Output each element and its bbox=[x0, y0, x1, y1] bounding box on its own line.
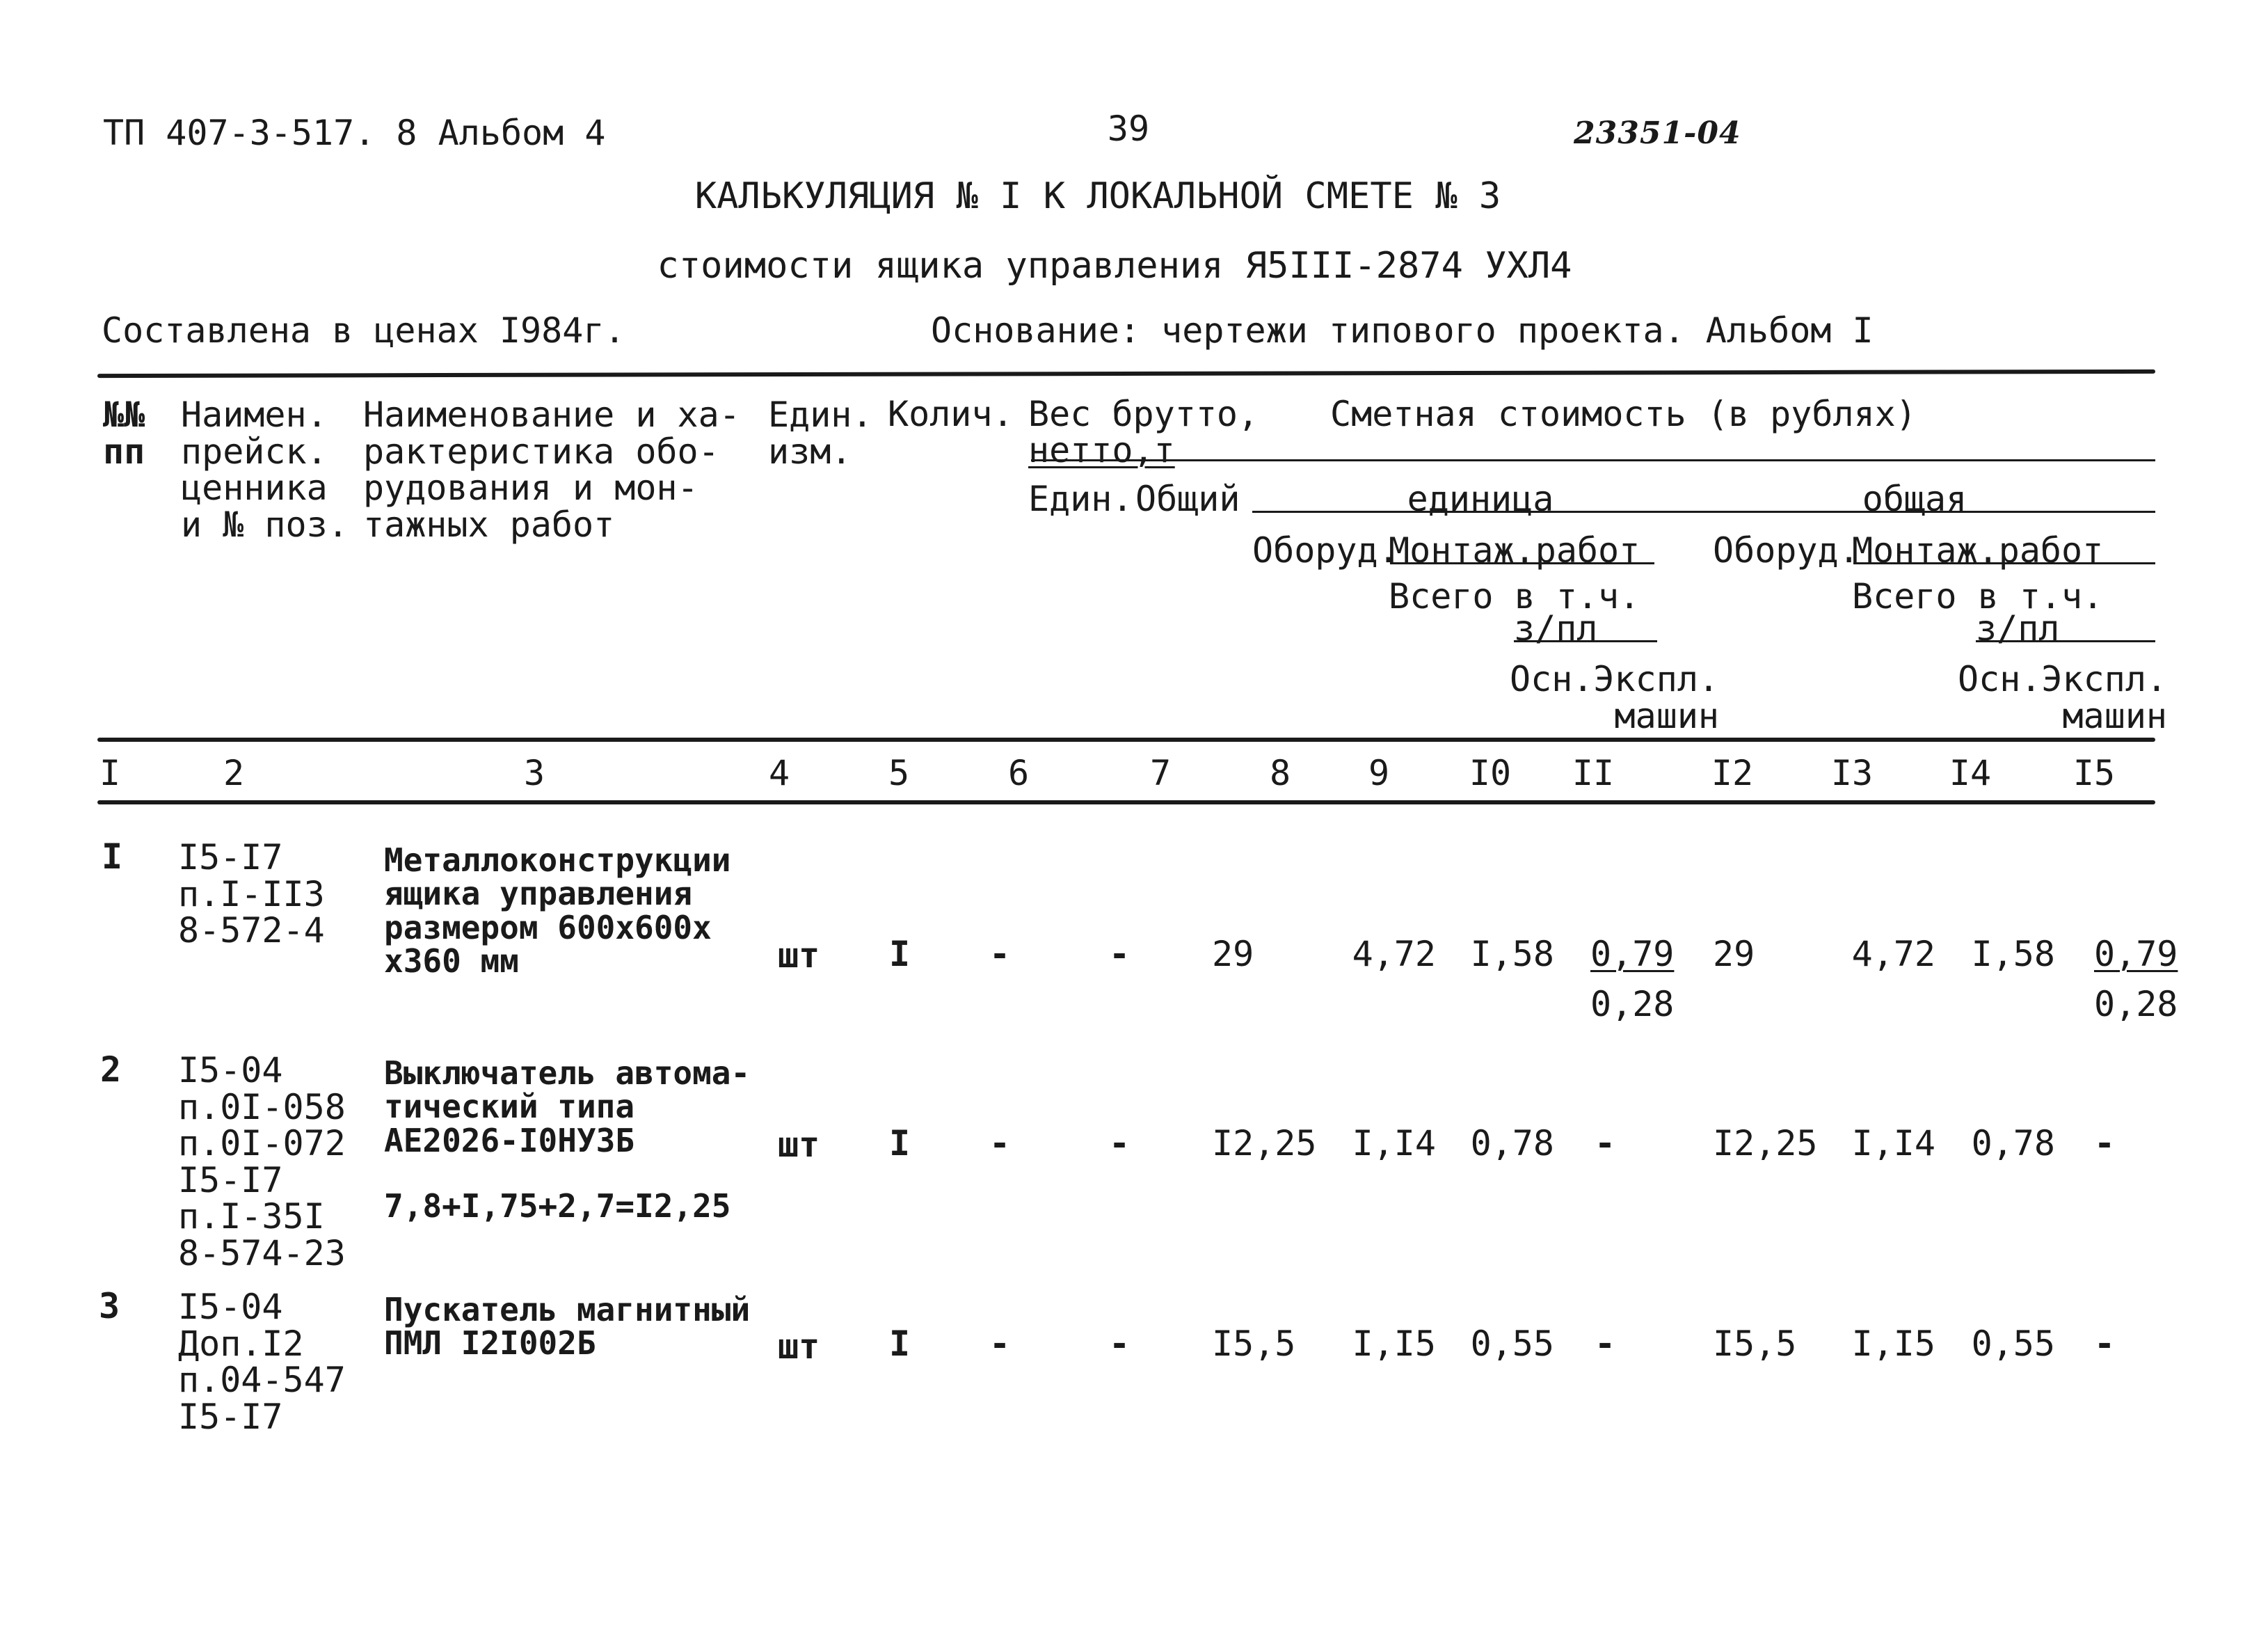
install-total-incl: 0,78 bbox=[1971, 1123, 2055, 1163]
col-number: 7 bbox=[1149, 753, 1172, 793]
document-subtitle: стоимости ящика управления Я5III-2874 УХЛ4 bbox=[657, 245, 1572, 287]
col-head-wages-unit: з/пл bbox=[1514, 608, 1598, 649]
col-head-total-incl-unit: Всего в т.ч. bbox=[1389, 576, 1640, 617]
unit-of-measure: шт bbox=[778, 935, 820, 976]
col-number: I0 bbox=[1469, 753, 1512, 793]
weight-unit: - bbox=[989, 1123, 1011, 1163]
col-head-total-group: общая bbox=[1862, 479, 1967, 519]
wages-unit-cost: 0,79 bbox=[1590, 934, 1675, 974]
quantity: I bbox=[889, 934, 911, 974]
machines-unit-cost: 0,28 bbox=[1590, 984, 1675, 1024]
weight-total: - bbox=[1109, 1324, 1131, 1364]
weight-total: - bbox=[1109, 934, 1131, 974]
row-number: 3 bbox=[99, 1286, 120, 1326]
install-total-cost: 4,72 bbox=[1851, 934, 1935, 974]
quantity: I bbox=[889, 1123, 911, 1163]
weight-formula: 7,8+I,75+2,7=I2,25 bbox=[384, 1187, 731, 1225]
col-head-weight-unit: Един. bbox=[1028, 479, 1133, 519]
inventory-number: 23351-04 bbox=[1574, 116, 1741, 151]
unit-of-measure: шт bbox=[778, 1125, 820, 1165]
equipment-total-cost: I5,5 bbox=[1713, 1324, 1797, 1364]
col-head-weight-net: нетто,т bbox=[1028, 430, 1175, 470]
col-number: II bbox=[1572, 753, 1615, 793]
basis-note: Основание: чертежи типового проекта. Альбом I bbox=[931, 310, 1874, 351]
col-head-unit-group: единица bbox=[1407, 479, 1554, 519]
col-number: I3 bbox=[1830, 753, 1874, 793]
col-head-wages-total: з/пл bbox=[1976, 608, 2060, 649]
col-number: 8 bbox=[1269, 753, 1291, 793]
item-description: Пускатель магнитный ПМЛ I2I002Б bbox=[384, 1291, 751, 1363]
col-number: I4 bbox=[1949, 753, 1992, 793]
col-number: I bbox=[99, 753, 121, 793]
row-number: I bbox=[102, 836, 123, 877]
install-total-cost: I,I5 bbox=[1851, 1324, 1935, 1364]
item-description: Выключатель автома- тический типа АЕ2026-I0НУ3Б bbox=[384, 1054, 751, 1159]
table-top-rule bbox=[97, 370, 2155, 378]
col-head-equipment-unit: Оборуд. bbox=[1252, 530, 1399, 571]
item-description: Металлоконструкции ящика управления размером 600x600x x360 мм bbox=[384, 841, 731, 980]
col-head-description: Наименование и ха- рактеристика обо- рудования и мон- тажных работ bbox=[363, 395, 740, 545]
col-head-equipment-total: Оборуд. bbox=[1713, 530, 1860, 571]
col-head-machines-total: Осн.Экспл. машин bbox=[1958, 659, 2168, 736]
col-number: I5 bbox=[2073, 753, 2116, 793]
weight-unit: - bbox=[989, 1324, 1011, 1364]
document-title: КАЛЬКУЛЯЦИЯ № I К ЛОКАЛЬНОЙ СМЕТЕ № 3 bbox=[694, 175, 1501, 217]
install-total-cost: I,I4 bbox=[1851, 1123, 1935, 1163]
unit-total-underline bbox=[1252, 511, 2155, 513]
col-number: 5 bbox=[888, 753, 910, 793]
weight-unit: - bbox=[989, 934, 1011, 974]
wages-unit-cost: - bbox=[1595, 1123, 1616, 1163]
col-head-install-unit: Монтаж.работ bbox=[1389, 530, 1640, 571]
col-number: 9 bbox=[1368, 753, 1390, 793]
equipment-total-cost: I2,25 bbox=[1713, 1123, 1818, 1163]
col-number: 2 bbox=[223, 753, 245, 793]
machines-total-cost: 0,28 bbox=[2094, 984, 2178, 1024]
col-number: I2 bbox=[1711, 753, 1754, 793]
wages-total-cost: 0,79 bbox=[2094, 934, 2178, 974]
document-code: ТП 407-3-517. 8 Альбом 4 bbox=[103, 113, 606, 153]
col-head-qty: Колич. bbox=[888, 394, 1014, 434]
price-list-code: I5-I7 п.I-II3 8-572-4 bbox=[178, 837, 325, 951]
column-number-rule bbox=[97, 800, 2155, 804]
unit-of-measure: шт bbox=[778, 1326, 820, 1367]
quantity: I bbox=[889, 1324, 911, 1364]
equipment-total-cost: 29 bbox=[1713, 934, 1755, 974]
install-total-incl: 0,55 bbox=[1971, 1324, 2055, 1364]
col-head-machines-unit: Осн.Экспл. машин bbox=[1510, 659, 1720, 736]
install-unit-cost: 0,78 bbox=[1470, 1123, 1554, 1163]
wages-total-cost: - bbox=[2094, 1324, 2116, 1364]
prices-note: Составлена в ценах I984г. bbox=[102, 310, 625, 351]
col-head-price-code: Наимен. прейск. ценника и № поз. bbox=[181, 395, 349, 545]
weight-total: - bbox=[1109, 1123, 1131, 1163]
col-head-install-total: Монтаж.работ bbox=[1852, 530, 2104, 571]
weight-value: I2,25 bbox=[1212, 1123, 1317, 1163]
wages-unit-cost: - bbox=[1595, 1324, 1616, 1364]
weight-value: 29 bbox=[1212, 934, 1254, 974]
col-number: 6 bbox=[1007, 753, 1030, 793]
col-head-weight-total: Общий bbox=[1135, 479, 1240, 519]
weight-value: I5,5 bbox=[1212, 1324, 1296, 1364]
col-head-num: №№ пп bbox=[103, 395, 145, 472]
col-head-weight: Вес брутто, bbox=[1028, 394, 1259, 434]
cost-header-underline bbox=[1031, 459, 2155, 461]
price-list-code: I5-04 п.0I-058 п.0I-072 I5-I7 п.I-35I 8-574-23 bbox=[178, 1050, 346, 1273]
install-unit-cost: 0,55 bbox=[1470, 1324, 1554, 1364]
col-head-unit: Един. изм. bbox=[768, 395, 873, 472]
equipment-unit-cost: 4,72 bbox=[1352, 934, 1436, 974]
equipment-unit-cost: I,I4 bbox=[1352, 1123, 1436, 1163]
install-total-incl: I,58 bbox=[1971, 934, 2055, 974]
col-head-total-incl-total: Всего в т.ч. bbox=[1852, 576, 2104, 617]
col-head-cost: Сметная стоимость (в рублях) bbox=[1330, 394, 1917, 434]
install-unit-cost: I,58 bbox=[1470, 934, 1554, 974]
page-number: 39 bbox=[1107, 109, 1150, 149]
wages-total-cost: - bbox=[2094, 1123, 2116, 1163]
equipment-unit-cost: I,I5 bbox=[1352, 1324, 1436, 1364]
price-list-code: I5-04 Доп.I2 п.04-547 I5-I7 bbox=[178, 1287, 346, 1437]
header-bottom-rule bbox=[97, 738, 2155, 742]
col-number: 3 bbox=[523, 753, 545, 793]
row-number: 2 bbox=[100, 1049, 122, 1090]
col-number: 4 bbox=[768, 753, 790, 793]
